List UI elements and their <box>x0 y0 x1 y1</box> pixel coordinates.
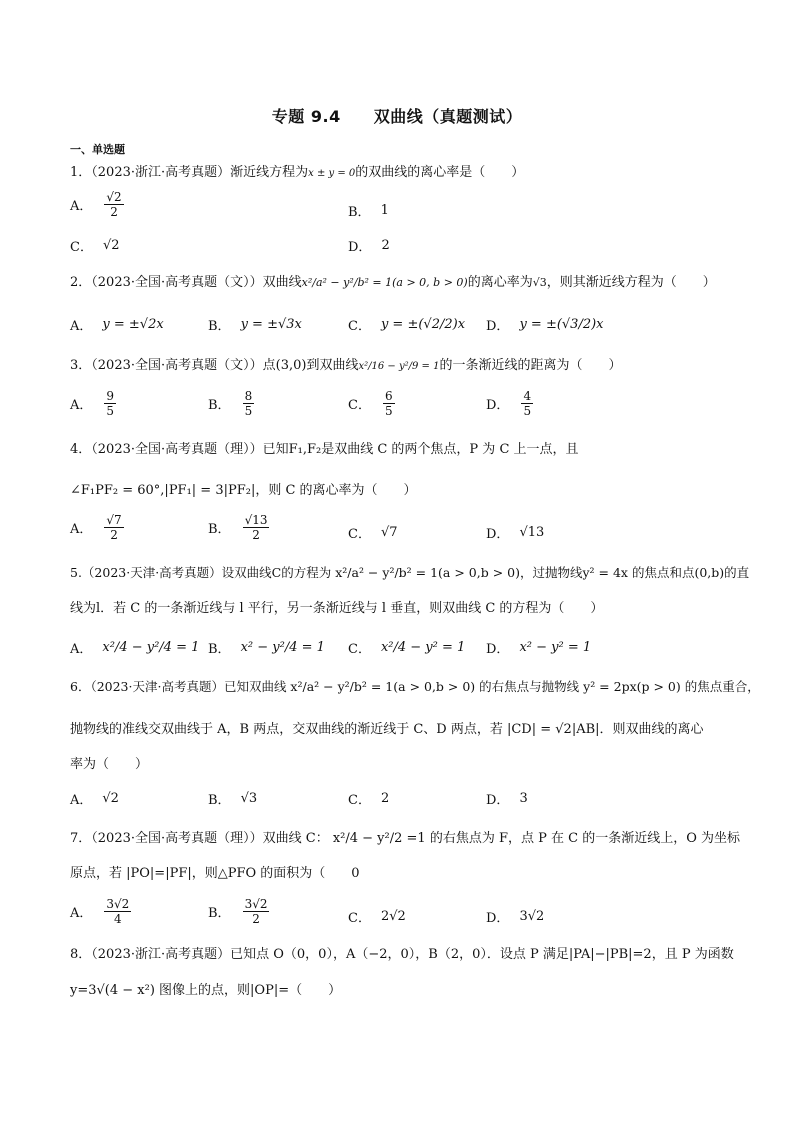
q3-option-d[interactable]: D． $\frac{4}{5}$ <box>486 389 532 418</box>
question-6-line-2: 抛物线的准线交双曲线于 A，B 两点，交双曲线的渐近线于 C、D 两点，若 |CD| = √2|AB|．则双曲线的离心 <box>70 722 704 737</box>
section-heading: 一、单选题 <box>70 143 125 156</box>
q6-option-b[interactable]: B． √3 <box>208 791 258 808</box>
question-6-line-3: 率为（ ） <box>70 757 149 772</box>
q4-option-a[interactable]: A． $\frac{√7}{2}$ <box>70 513 122 542</box>
q3-option-a[interactable]: A． $\frac{9}{5}$ <box>70 389 115 418</box>
q2-option-a[interactable]: A． y = ±√2x <box>70 317 164 334</box>
question-7-line-1: 7．（2023·全国·高考真题（理））双曲线 C： x²/4 − y²/2 =1 的右焦点为 F，点 P 在 C 的一条渐近线上，O 为坐标 <box>70 831 740 846</box>
q4-option-b[interactable]: B． $\frac{√13}{2}$ <box>208 513 268 542</box>
page-title: 专题 9.4 双曲线（真题测试） <box>271 107 523 126</box>
question-4-line-1: 4．（2023·全国·高考真题（理））已知F₁,F₂是双曲线 C 的两个焦点，P 为 C 上一点，且 <box>70 442 579 457</box>
q5-option-c[interactable]: C． x²/4 − y² = 1 <box>348 640 466 657</box>
q1-stem: 1．（2023·浙江·高考真题）渐近线方程为 <box>70 165 309 180</box>
q6-option-d[interactable]: D． 3 <box>486 791 528 808</box>
question-8-line-2: y=3√(4 − x²) 图像上的点，则|OP|=（ ） <box>70 983 342 998</box>
q2-option-c[interactable]: C． y = ±(√2/2)x <box>348 317 466 334</box>
q2-option-d[interactable]: D． y = ±(√3/2)x <box>486 317 604 334</box>
question-1 <box>70 163 524 184</box>
q6-option-c[interactable]: C． 2 <box>348 791 390 808</box>
question-5-line-1: 5.（2023·天津·高考真题）设双曲线C的方程为 x²/a² − y²/b² = 1(a > 0,b > 0)，过抛物线y² = 4x 的焦点和点(0,b)的直 <box>70 565 750 580</box>
q4-option-c[interactable]: C． √7 <box>348 525 398 542</box>
q5-option-d[interactable]: D． x² − y² = 1 <box>486 640 592 657</box>
q5-option-b[interactable]: B． x² − y²/4 = 1 <box>208 640 325 657</box>
q7-option-a[interactable]: A． $\frac{3√2}{4}$ <box>70 897 130 926</box>
question-8-line-1: 8．（2023·浙江·高考真题）已知点 O（0，0），A（−2，0），B（2，0）．设点 P 满足|PA|−|PB|=2，且 P 为函数 <box>70 947 734 962</box>
q1-option-b[interactable]: B． 1 <box>348 203 389 220</box>
q7-option-c[interactable]: C． 2√2 <box>348 909 406 926</box>
q2-expr: x²/a² − y²/b² = 1(a > 0, b > 0) <box>301 276 468 289</box>
q7-option-d[interactable]: D． 3√2 <box>486 909 545 926</box>
q1-option-a[interactable]: A． $\frac{√2}{2}$ <box>70 190 122 219</box>
q1-option-d[interactable]: D． 2 <box>348 238 390 255</box>
question-4-line-2: ∠F₁PF₂ = 60°,|PF₁| = 3|PF₂|，则 C 的离心率为（ ） <box>70 483 417 498</box>
q1-stem-end: 的双曲线的离心率是（ ） <box>355 165 525 180</box>
question-3: 3．（2023·全国·高考真题（文））点(3,0)到双曲线x²/16 − y²/9 = 1的一条渐近线的距离为（ ） <box>70 358 622 373</box>
q2-option-b[interactable]: B． y = ±√3x <box>208 317 302 334</box>
q5-option-a[interactable]: A． x²/4 − y²/4 = 1 <box>70 640 200 657</box>
question-5-line-2: 线为l．若 C 的一条渐近线与 l 平行，另一条渐近线与 l 垂直，则双曲线 C 的方程为（ ） <box>70 601 604 616</box>
q1-option-c[interactable]: C． √2 <box>70 238 120 255</box>
q3-option-c[interactable]: C． $\frac{6}{5}$ <box>348 389 393 418</box>
q6-option-a[interactable]: A． √2 <box>70 791 119 808</box>
question-2: 2．（2023·全国·高考真题（文））双曲线x²/a² − y²/b² = 1(a > 0, b > 0)的离心率为√3，则其渐近线方程为（ ） <box>70 275 716 290</box>
question-7-line-2: 原点，若 |PO|=|PF|，则△PFO 的面积为（ 0 <box>70 866 360 881</box>
question-6-line-1: 6．（2023·天津·高考真题）已知双曲线 x²/a² − y²/b² = 1(a > 0,b > 0) 的右焦点与抛物线 y² = 2px(p > 0) 的焦点重合， <box>70 679 760 694</box>
q1-expr: x ± y = 0 <box>308 168 356 179</box>
q4-option-d[interactable]: D． √13 <box>486 525 545 542</box>
q3-option-b[interactable]: B． $\frac{8}{5}$ <box>208 389 253 418</box>
q7-option-b[interactable]: B． $\frac{3√2}{2}$ <box>208 897 268 926</box>
